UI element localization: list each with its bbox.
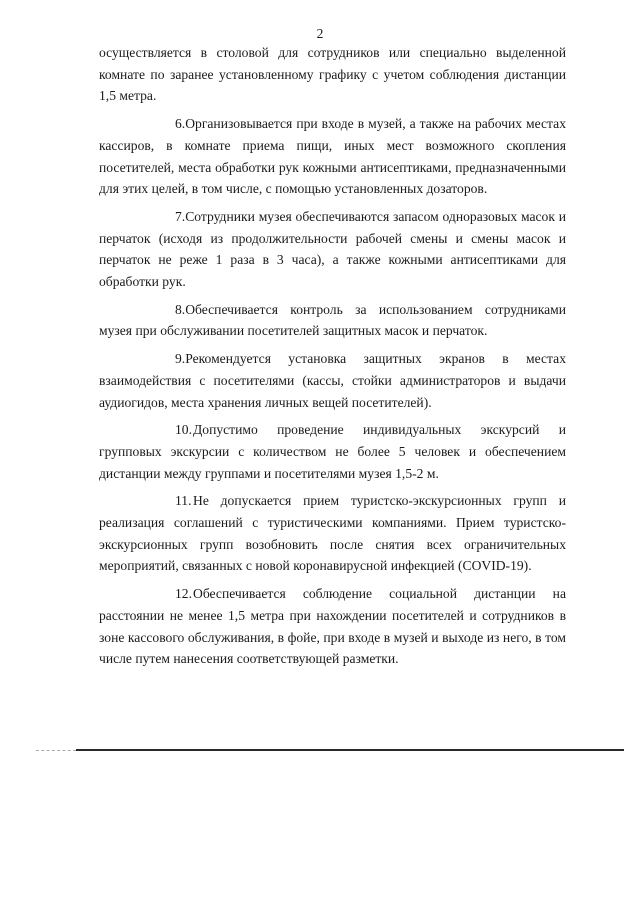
paragraph-12 (99, 583, 566, 670)
paragraph-text: Не допускается прием туристско-экскурсионных групп и реализация соглашений с туристическими компаниями. Прием туристско-экскурсионных групп возобновить после снятия всех ограничительных мероприятий, связанных с новой коронавирусной инфекцией (COVID-19). (99, 493, 566, 574)
paragraph-7 (99, 206, 566, 293)
paragraph-11 (99, 490, 566, 577)
paragraph-text: Организовывается при входе в музей, а также на рабочих местах кассиров, в комнате приема пищи, иных мест возможного скопления посетителей, места обработки рук кожными антисептиками, предназначенными для этих целей, в том числе, с помощью установленных дозаторов. (99, 116, 566, 197)
paragraph-number: 10. (175, 422, 192, 438)
paragraph-text: Обеспечивается соблюдение социальной дистанции на расстоянии не менее 1,5 метра при нахождении посетителей и сотрудников в зоне кассового обслуживания, в фойе, при входе в музей и выходе из него, в том числе путем нанесения соответствующей разметки. (99, 586, 566, 667)
paragraph-number: 12. (175, 586, 192, 602)
paragraph-text: Обеспечивается контроль за использованием сотрудниками музея при обслуживании посетителей защитных масок и перчаток. (99, 301, 566, 339)
paragraph-10 (99, 419, 566, 484)
paragraph-8 (99, 299, 566, 342)
paragraph-text: Сотрудники музея обеспечиваются запасом одноразовых масок и перчаток (исходя из продолжительности рабочей смены и смены масок и перчаток не реже 1 раза в 3 часа), а также кожными антисептиками для обработки рук. (99, 208, 566, 290)
paragraph-number: 9. (175, 351, 186, 367)
divider-dashed-segment (36, 750, 76, 751)
paragraph-text: Допустимо проведение индивидуальных экскурсий и групповых экскурсии с количеством не более 5 человек и обеспечением дистанции между группами и посетителями музея 1,5-2 м. (99, 422, 566, 481)
paragraph-number: 11. (175, 493, 192, 509)
paragraph-6 (99, 113, 566, 200)
paragraph-number: 7. (175, 208, 186, 224)
document-body (99, 42, 566, 676)
paragraph-number: 6. (175, 116, 186, 132)
end-divider-line (76, 749, 624, 751)
paragraph-9 (99, 348, 566, 413)
paragraph-text: осуществляется в столовой для сотрудников или специально выделенной комнате по заранее установленному графику с учетом соблюдения дистанции 1,5 метра. (99, 45, 566, 104)
paragraph-text: Рекомендуется установка защитных экранов в местах взаимодействия с посетителями (кассы, стойки администраторов и выдачи аудиогидов, места хранения личных вещей посетителей). (99, 351, 566, 410)
paragraph-number: 8. (175, 301, 186, 317)
page-number: 2 (316, 26, 324, 41)
paragraph-continued (99, 42, 566, 107)
